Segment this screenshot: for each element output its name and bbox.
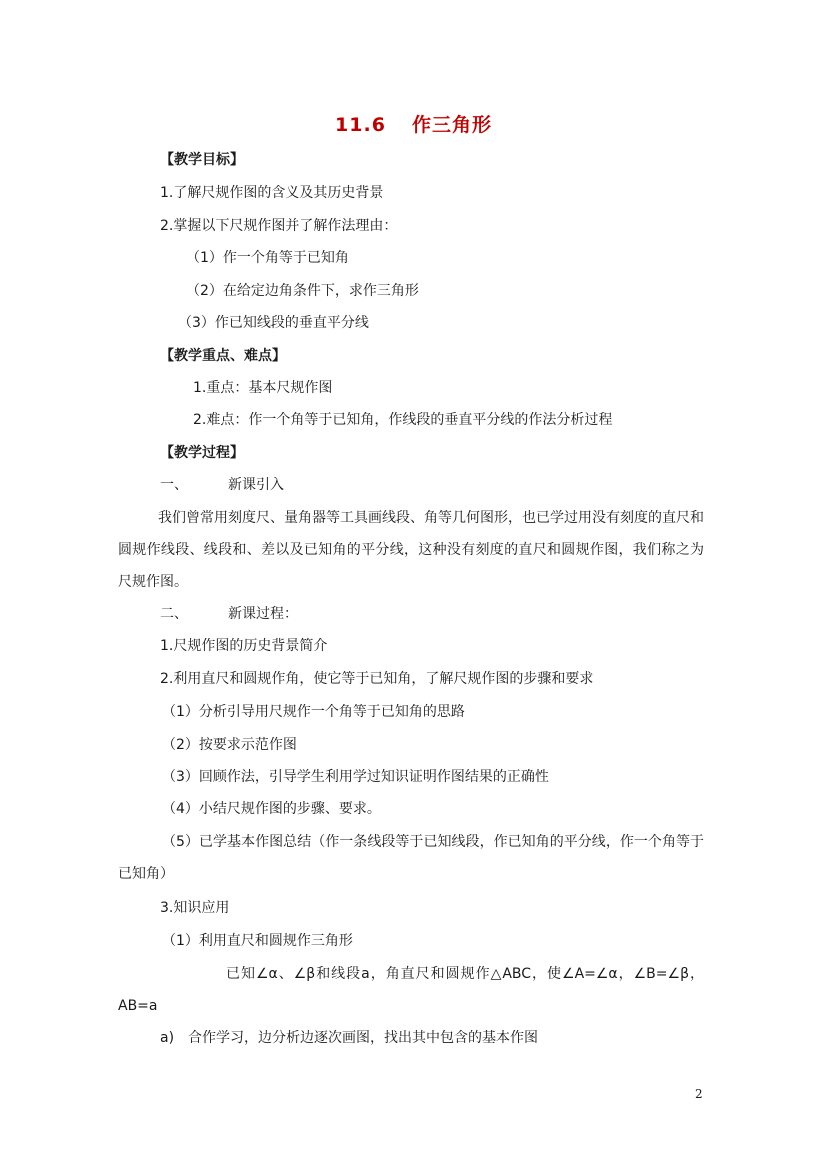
title-text: 作三角形 — [411, 114, 492, 136]
key-points-item-1: 1.重点：基本尺规作图 — [193, 380, 333, 396]
step-3-sub-1: （1）利用直尺和圆规作三角形 — [162, 933, 353, 949]
process-heading: 【教学过程】 — [160, 445, 244, 461]
step-2-sub-5: （5）已学基本作图总结（作一条线段等于已知线段，作已知角的平分线，作一个角等于已知角） — [118, 834, 704, 882]
step-2-sub-2: （2）按要求示范作图 — [162, 737, 297, 753]
item-a: a) 合作学习，边分析边逐次画图，找出其中包含的基本作图 — [160, 1030, 539, 1046]
part2-title: 新课过程： — [228, 606, 298, 622]
part2-label: 二、 — [160, 606, 188, 622]
part1-heading — [160, 475, 284, 495]
step-2-sub-3: （3）回顾作法，引导学生利用学过知识证明作图结果的正确性 — [162, 769, 549, 785]
intro-paragraph: 我们曾常用刻度尺、量角器等工具画线段、角等几何图形，也已学过用没有刻度的直尺和圆规作线段、线段和、差以及已知角的平分线，这种没有刻度的直尺和圆规作图，我们称之为尺规作图。 — [118, 510, 704, 590]
page-title — [0, 110, 827, 137]
page-number: 2 — [695, 1087, 703, 1101]
goals-item-1: 1.了解尺规作图的含义及其历史背景 — [160, 185, 384, 201]
step-2-sub-4: （4）小结尺规作图的步骤、要求。 — [162, 801, 381, 817]
key-points-heading: 【教学重点、难点】 — [160, 348, 286, 364]
given-statement: 已知∠α、∠β和线段a，角直尺和圆规作△ABC，使∠A=∠α，∠B=∠β，AB=a — [118, 966, 704, 1014]
step-3: 3.知识应用 — [160, 900, 230, 916]
goals-sub-1: （1）作一个角等于已知角 — [186, 250, 349, 266]
part1-label: 一、 — [160, 477, 188, 493]
goals-item-2: 2.掌握以下尺规作图并了解作法理由： — [160, 218, 398, 234]
goals-heading: 【教学目标】 — [160, 152, 244, 168]
part1-title: 新课引入 — [228, 477, 284, 493]
title-number: 11.6 — [335, 114, 386, 136]
step-2: 2.利用直尺和圆规作角，使它等于已知角，了解尺规作图的步骤和要求 — [160, 671, 594, 687]
key-points-item-2: 2.难点：作一个角等于已知角，作线段的垂直平分线的作法分析过程 — [193, 412, 613, 428]
goals-sub-2: （2）在给定边角条件下，求作三角形 — [186, 283, 419, 299]
step-2-sub-1: （1）分析引导用尺规作一个角等于已知角的思路 — [162, 704, 465, 720]
goals-sub-3: （3）作已知线段的垂直平分线 — [178, 315, 369, 331]
part2-heading — [160, 604, 298, 624]
step-1: 1.尺规作图的历史背景简介 — [160, 638, 328, 654]
